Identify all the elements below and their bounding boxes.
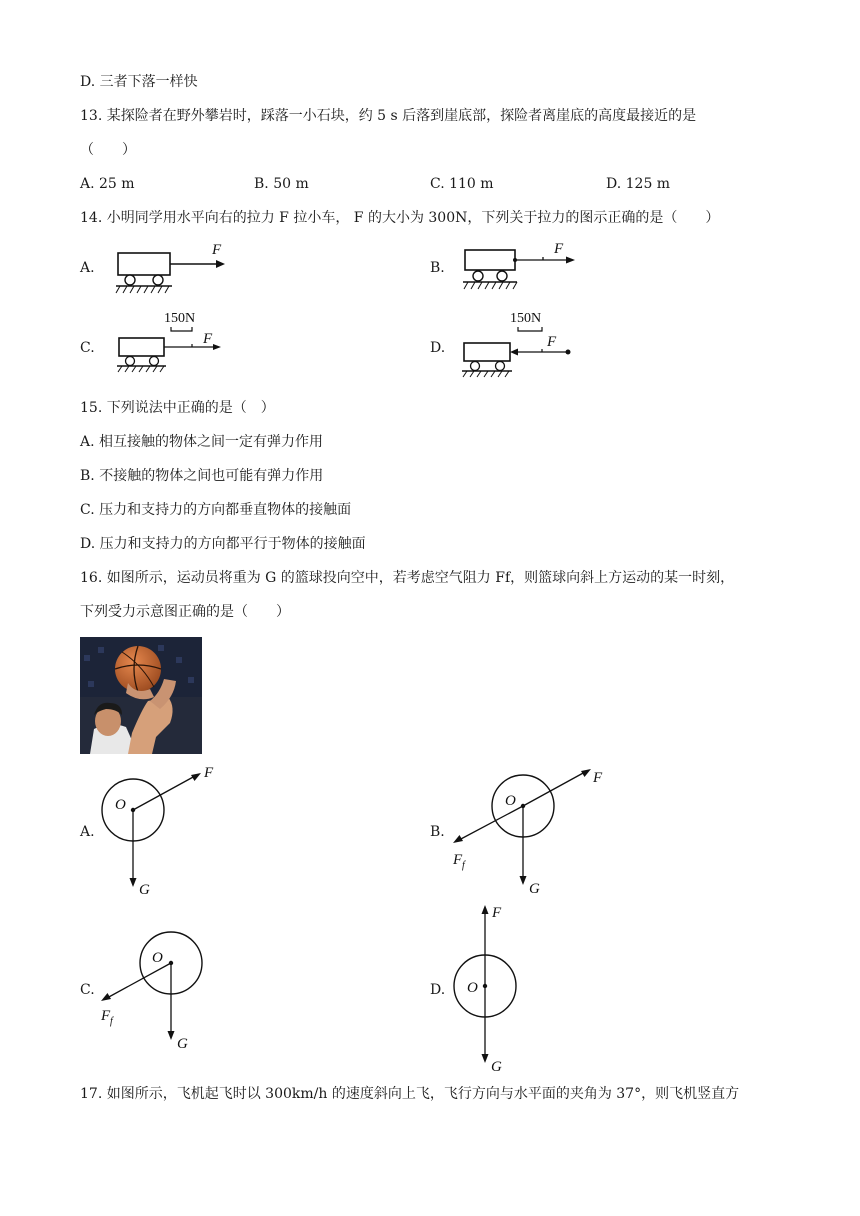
q16-figure-b	[445, 760, 615, 904]
q16-a-force-g: G	[139, 882, 150, 898]
q16-b-force-g: G	[529, 881, 540, 897]
q16-b-force-f: F	[593, 770, 603, 786]
q16-label-a: A.	[80, 824, 95, 840]
q15-option-c: C. 压力和支持力的方向都垂直物体的接触面	[80, 502, 352, 518]
q14-c-force-label: F	[203, 331, 213, 347]
q13-option-b: B. 50 m	[254, 176, 309, 192]
q14-label-c: C.	[80, 340, 95, 356]
q16-label-d: D.	[430, 982, 446, 998]
q16-figure-a	[95, 760, 235, 904]
q16-d-force-f: F	[492, 905, 502, 921]
q16-label-c: C.	[80, 982, 95, 998]
q16-b-force-ff-sub: f	[462, 860, 465, 871]
q14-b-force-label: F	[554, 241, 564, 257]
q16-b-force-ff: F	[453, 852, 463, 868]
q15-option-d: D. 压力和支持力的方向都平行于物体的接触面	[80, 536, 366, 552]
q16-stem-line2: 下列受力示意图正确的是（ ）	[80, 604, 290, 620]
q13-option-c: C. 110 m	[430, 176, 494, 192]
q15-stem: 15. 下列说法中正确的是（ ）	[80, 400, 275, 416]
q16-b-center-label: O	[505, 793, 516, 809]
q16-a-force-f: F	[204, 765, 214, 781]
q16-d-center-label: O	[467, 980, 478, 996]
q16-figure-c	[95, 925, 235, 1059]
q14-c-scale-label: 150N	[164, 311, 196, 326]
basketball-player-photo	[80, 637, 202, 754]
q14-figure-d	[460, 306, 590, 385]
q16-stem-line1: 16. 如图所示，运动员将重为 G 的篮球投向空中，若考虑空气阻力 Ff，则篮球向斜上方运动的某一时刻，	[80, 570, 735, 586]
q14-a-force-label: F	[212, 242, 222, 258]
q14-d-force-label: F	[547, 334, 557, 350]
q15-option-a: A. 相互接触的物体之间一定有弹力作用	[80, 434, 324, 450]
q13-stem: 13. 某探险者在野外攀岩时，踩落一小石块，约 5 s 后落到崖底部，探险者离崖底的高度最接近的是	[80, 108, 697, 124]
q14-figure-b	[460, 240, 590, 304]
q16-label-b: B.	[430, 824, 445, 840]
q16-c-force-ff: F	[101, 1008, 111, 1024]
q17-stem: 17. 如图所示，飞机起飞时以 300km/h 的速度斜向上飞，飞行方向与水平面的夹角为 37°，则飞机竖直方	[80, 1086, 740, 1102]
q16-a-center-label: O	[115, 797, 126, 813]
q16-c-force-ff-sub: f	[110, 1016, 113, 1027]
q13-option-d: D. 125 m	[606, 176, 671, 192]
q16-figure-d	[445, 898, 545, 1082]
q14-label-d: D.	[430, 340, 446, 356]
q14-label-a: A.	[80, 260, 95, 276]
q16-d-force-g: G	[491, 1059, 502, 1075]
q14-figure-c	[110, 306, 240, 385]
q12-option-d: D. 三者下落一样快	[80, 74, 198, 90]
q16-c-center-label: O	[152, 950, 163, 966]
q14-d-scale-label: 150N	[510, 311, 542, 326]
q14-stem: 14. 小明同学用水平向右的拉力 F 拉小车， F 的大小为 300N，下列关于拉力的图示正确的是（ ）	[80, 210, 720, 226]
q16-c-force-g: G	[177, 1036, 188, 1052]
q14-figure-a	[110, 240, 240, 304]
q15-option-b: B. 不接触的物体之间也可能有弹力作用	[80, 468, 324, 484]
q13-option-a: A. 25 m	[80, 176, 135, 192]
q14-label-b: B.	[430, 260, 445, 276]
q13-paren: （ ）	[80, 142, 136, 158]
